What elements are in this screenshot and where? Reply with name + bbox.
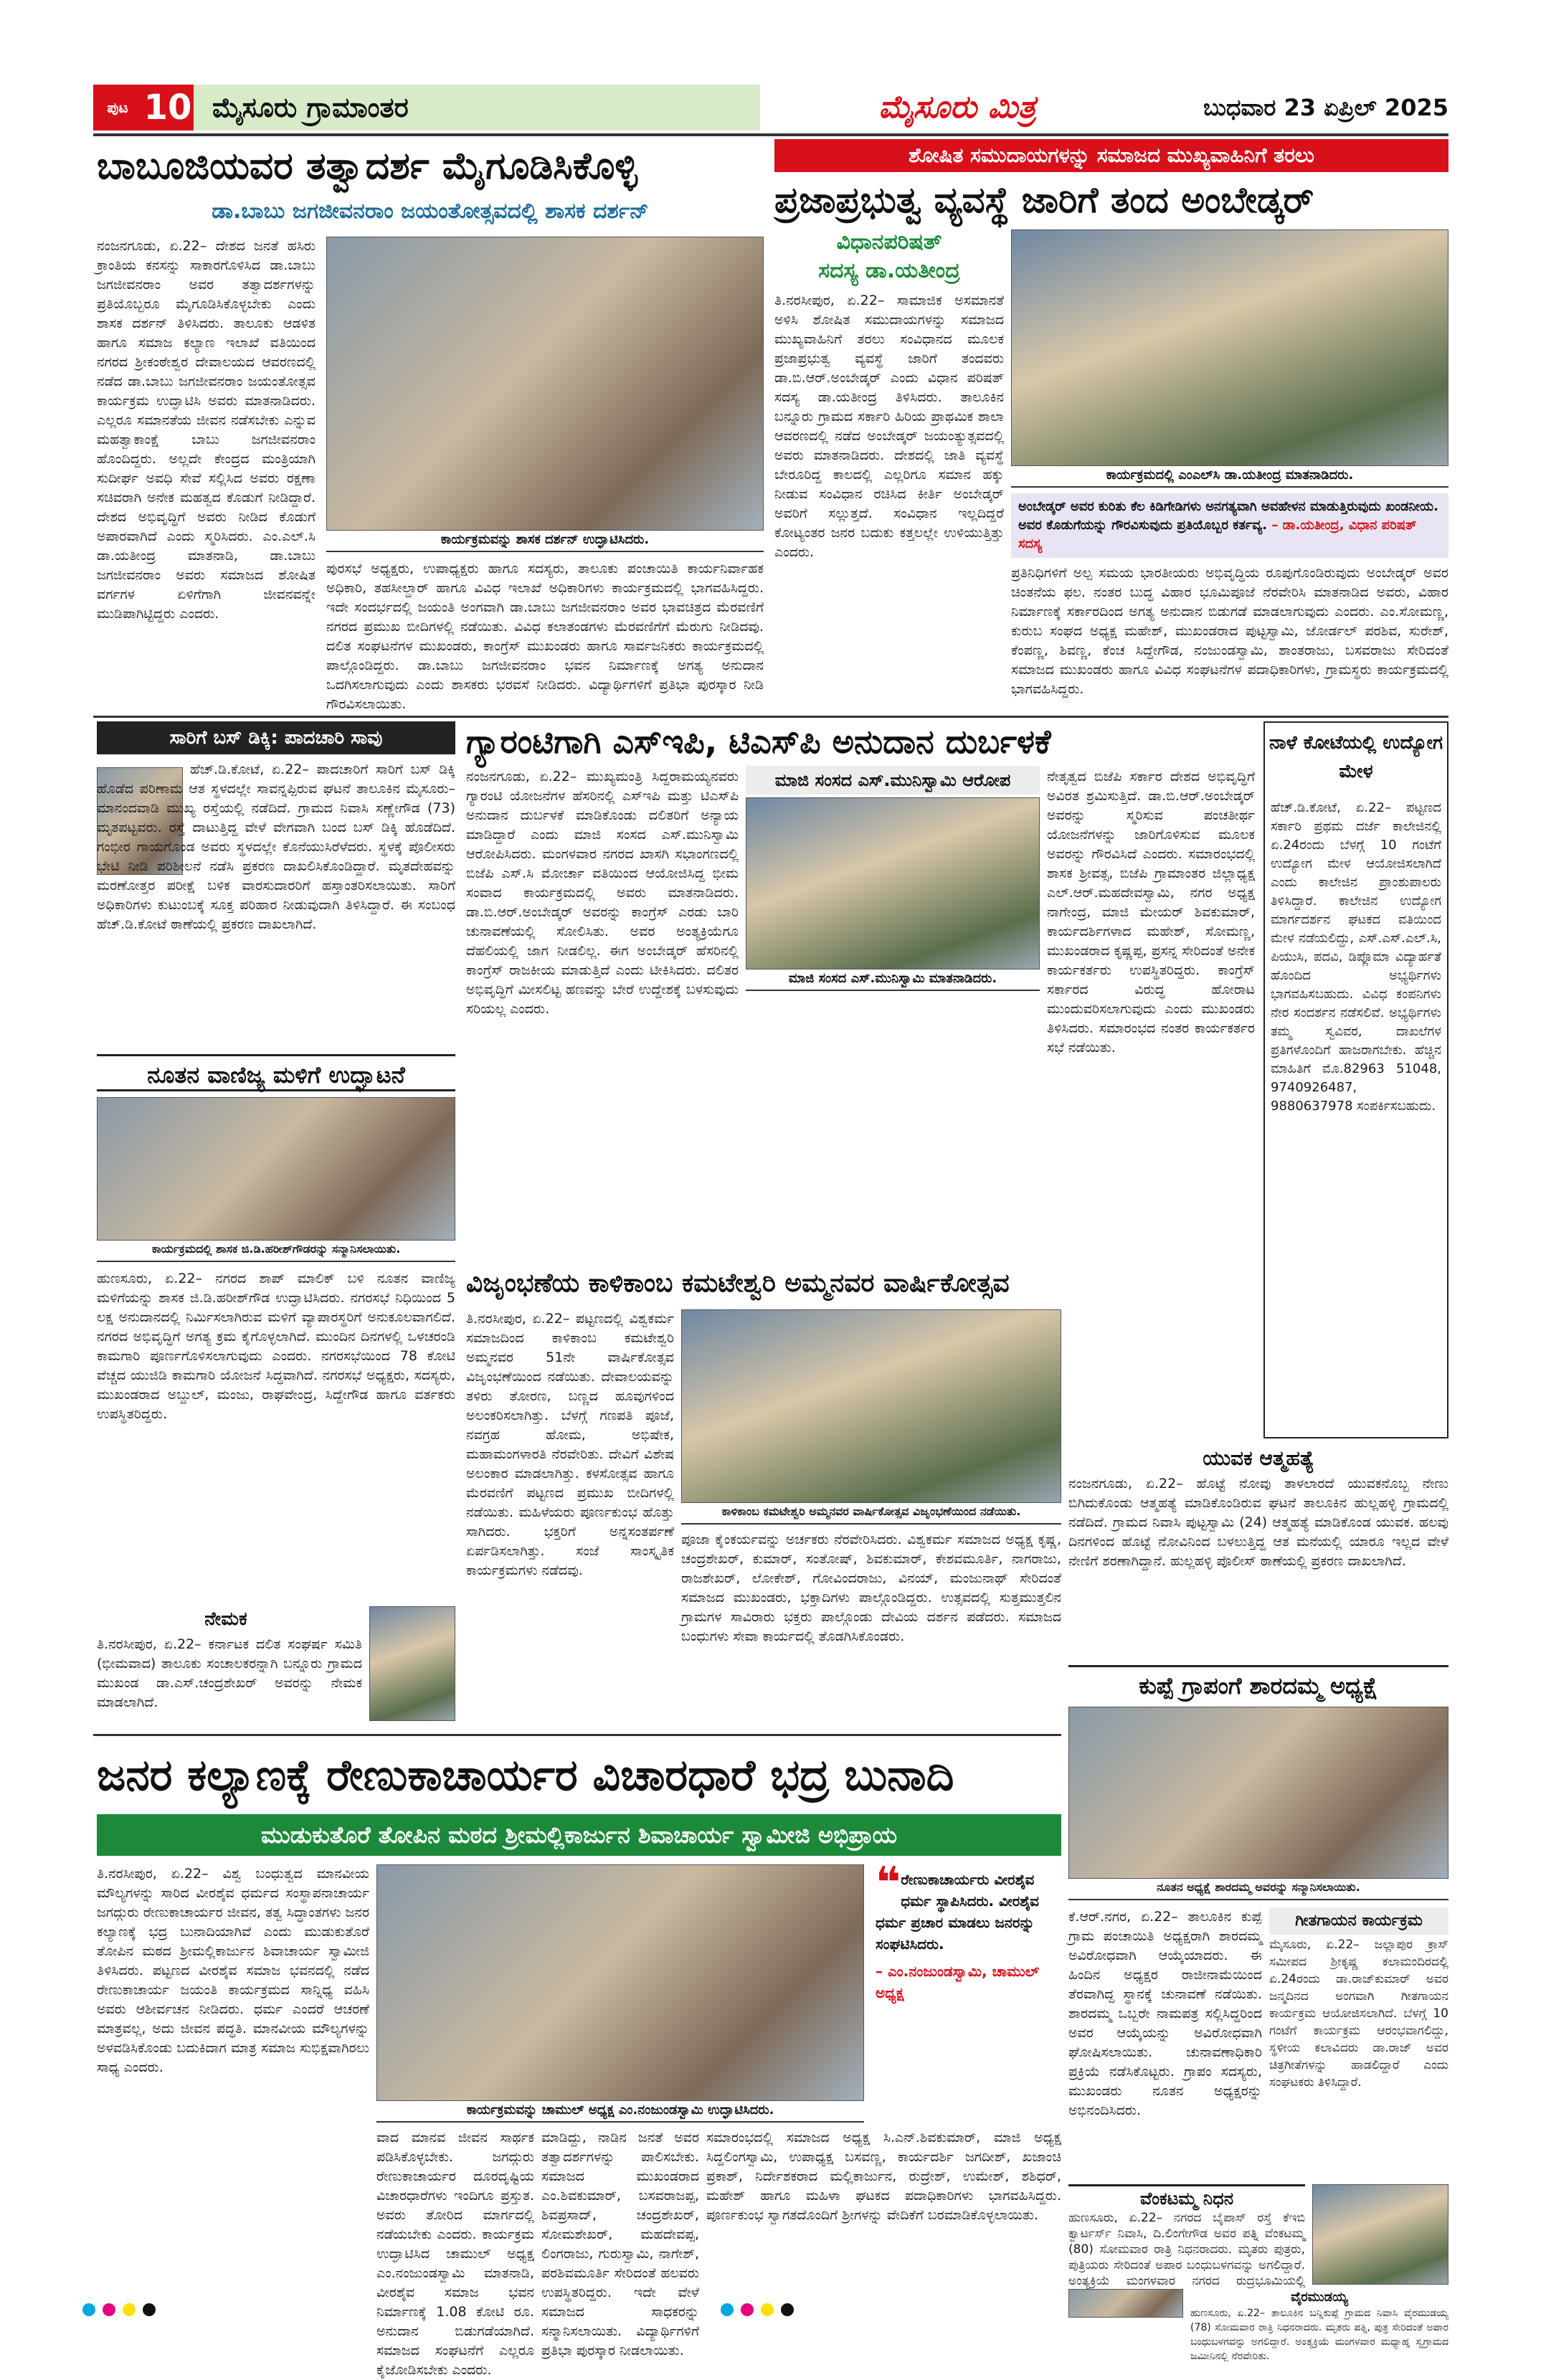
story2-headline: ಪ್ರಜಾಪ್ರಭುತ್ವ ವ್ಯವಸ್ಥೆ ಜಾರಿಗೆ ತಂದ ಅಂಬೇಡ್ಕರ್ xyxy=(774,179,1314,221)
paper-name: ಮೈಸೂರು ಮಿತ್ರ xyxy=(878,89,1036,125)
story11-quote-text: ರೇಣುಕಾಚಾರ್ಯರು ವೀರಶೈವ ಧರ್ಮ ಸ್ಥಾಪಿಸಿದರು. ವೀರಶೈವ ಧರ್ಮ ಪ್ರಚಾರ ಮಾಡಲು ಜನರನ್ನು ಸಂಘಟಿಸಿದರು. xyxy=(876,1871,1039,1953)
story14-headline: ವೈರಮುಡಯ್ಯ xyxy=(1291,2290,1348,2305)
story12-text: ಮೈಸೂರು, ಏ.22– ಜಲ್ಲಾಪುರ ಕ್ರಾಸ್ ಸಮೀಪದ ಶ್ರೀಕೃಷ್ಣ ಕಲಾಮಂದಿರದಲ್ಲಿ ಏ.24ರಂದು ಡಾ.ರಾಜ್‌ಕುಮಾರ್ ಅವರ ಜನ್ಮದಿನದ ಅಂಗವಾಗಿ ಗೀತಗಾಯನ ಕಾರ್ಯಕ್ರಮ ಆಯೋಜಿಸಲಾಗಿದೆ. ಬೆಳಗ್ಗೆ 10 ಗಂಟೆಗೆ ಕಾರ್ಯಕ್ರಮ ಆರಂಭವಾಗಲಿದ್ದು, ಸ್ಥಳೀಯ ಕಲಾವಿದರು ಡಾ.ರಾಜ್ ಅವರ ಚಿತ್ರಗೀತೆಗಳನ್ನು ಹಾಡಲಿದ್ದಾರೆ ಎಂದು ಸಂಘಟಕರು ತಿಳಿಸಿದ್ದಾರೆ. xyxy=(1269,1938,1448,2090)
story2-kicker: ಶೋಷಿತ ಸಮುದಾಯಗಳನ್ನು ಸಮಾಜದ ಮುಖ್ಯವಾಹಿನಿಗೆ ತರಲು xyxy=(774,139,1448,172)
story1-col1: ನಂಜನಗೂಡು, ಏ.22– ದೇಶದ ಜನತೆ ಹಸಿರು ಕ್ರಾಂತಿಯ ಕನಸನ್ನು ಸಾಕಾರಗೊಳಿಸಿದ ಡಾ.ಬಾಬು ಜಗಜೀವನರಾಂ ಅವರ ತತ್ವಾದರ್ಶಗಳನ್ನು ಪ್ರತಿಯೊಬ್ಬರೂ ಮೈಗೂಡಿಸಿಕೊಳ್ಳಬೇಕು ಎಂದು ಶಾಸಕ ದರ್ಶನ್ ತಿಳಿಸಿದರು. ತಾಲೂಕು ಆಡಳಿತ ಹಾಗೂ ಸಮಾಜ ಕಲ್ಯಾಣ ಇಲಾಖೆ ವತಿಯಿಂದ ನಗರದ ಶ್ರೀಕಂಠೇಶ್ವರ ದೇವಾಲಯದ ಆವರಣದಲ್ಲಿ ನಡೆದ ಡಾ.ಬಾಬು ಜಗಜೀವನರಾಂ ಜಯಂತೋತ್ಸವ ಕಾರ್ಯಕ್ರಮ ಉದ್ಘಾಟಿಸಿ ಅವರು ಮಾತನಾಡಿದರು. ಎಲ್ಲರೂ ಸಮಾನತೆಯ ಜೀವನ ನಡೆಸಬೇಕು ಎನ್ನುವ ಮಹತ್ವಾಕಾಂಕ್ಷೆ ಬಾಬು ಜಗಜೀವನರಾಂ ಹೊಂದಿದ್ದರು. ಅಲ್ಲದೇ ಕೇಂದ್ರದ ಮಂತ್ರಿಯಾಗಿ ಸುದೀರ್ಘ ಅವಧಿ ಸೇವೆ ಸಲ್ಲಿಸಿದ ಅವರು ರಕ್ಷಣಾ ಸಚಿವರಾಗಿ ಅನೇಕ ಮಹತ್ವದ ಕೊಡುಗೆ ನೀಡಿದ್ದಾರೆ. ದೇಶದ ಅಭಿವೃದ್ಧಿಗೆ ಅವರು ನೀಡಿದ ಕೊಡುಗೆ ಅಪಾರವಾಗಿದೆ ಎಂದು ಸ್ಮರಿಸಿದರು. ಎಂ.ಎಲ್.ಸಿ ಡಾ.ಯತೀಂದ್ರ ಮಾತನಾಡಿ, ಡಾ.ಬಾಬು ಜಗಜೀವನರಾಂ ಅವರು ಸಮಾಜದ ಶೋಷಿತ ವರ್ಗಗಳ ಏಳಿಗೆಗಾಗಿ ಜೀವನವನ್ನೇ ಮುಡಿಪಾಗಿಟ್ಟಿದ್ದರು ಎಂದರು. xyxy=(97,238,316,622)
story12-headline: ಗೀತಗಾಯನ ಕಾರ್ಯಕ್ರಮ xyxy=(1269,1907,1448,1935)
story2-col2: ಪ್ರತಿನಿಧಿಗಳಿಗೆ ಅಲ್ಪ ಸಮಯ ಭಾರತೀಯರು ಅಭಿವೃದ್ಧಿಯ ರೂಪುಗೊಂಡಿರುವುದು ಅಂಬೇಡ್ಕರ್ ಅವರ ಚಿಂತನೆಯ ಫಲ. ನಂತರ ಬುದ್ಧ ವಿಹಾರ ಭೂಮಿಪೂಜೆ ನೆರವೇರಿಸಿ ಮಾತನಾಡಿದ ಅವರು, ವಿಹಾರ ನಿರ್ಮಾಣಕ್ಕೆ ಸರ್ಕಾರದಿಂದ ಅಗತ್ಯ ಅನುದಾನ ಬಿಡುಗಡೆ ಮಾಡಲಾಗುವುದು ಎಂದರು. ಎಂ.ಸೋಮಣ್ಣ, ಕುರುಬ ಸಂಘದ ಅಧ್ಯಕ್ಷ ಮಹೇಶ್, ಮುಖಂಡರಾದ ಪುಟ್ಟಸ್ವಾಮಿ, ಜೋರ್ಡಲ್ ಪರಶಿವ, ಸುರೇಶ್, ಕೆಂಪಣ್ಣ, ಶಿವಣ್ಣ, ಕೆಂಚ ಸಿದ್ದೇಗೌಡ, ನಂಜುಂಡಸ್ವಾಮಿ, ಶಾಂತರಾಜು, ಬಸವರಾಜು ಸೇರಿದಂತೆ ಸಮಾಜದ ಮುಖಂಡರು ಹಾಗೂ ವಿವಿಧ ಸಂಘಟನೆಗಳ ಪದಾಧಿಕಾರಿಗಳು, ಗ್ರಾಮಸ್ಥರು ಕಾರ್ಯಕ್ರಮದಲ್ಲಿ ಭಾಗವಹಿಸಿದ್ದರು. xyxy=(1011,565,1448,697)
story4-photo xyxy=(746,797,1040,969)
divider-2 xyxy=(93,1734,1061,1736)
story2-photo-caption: ಕಾರ್ಯಕ್ರಮದಲ್ಲಿ ಎಂಎಲ್‌ಸಿ ಡಾ.ಯತೀಂದ್ರ ಮಾತನಾಡಿದರು. xyxy=(1011,468,1448,488)
page-label: ಪುಟ xyxy=(93,85,142,131)
story14-portrait xyxy=(1068,2289,1183,2318)
story8-headline: ವಿಜೃಂಭಣೆಯ ಕಾಳಿಕಾಂಬ ಕಮಟೇಶ್ವರಿ ಅಮ್ಮನವರ ವಾರ್ಷಿಕೋತ್ಸವ xyxy=(466,1269,1010,1298)
story13-text: ಹುಣಸೂರು, ಏ.22– ನಗರದ ಬೈಪಾಸ್ ರಸ್ತೆ ಕೆಇಬಿ ಕ್ವಾರ್ಟರ್ಸ್ ನಿವಾಸಿ, ದಿ.ಲಿಂಗೇಗೌಡ ಅವರ ಪತ್ನಿ ವೆಂಕಟಮ್ಮ (80) ಸೋಮವಾರ ರಾತ್ರಿ ನಿಧನರಾದರು. ಮೃತರು ಪುತ್ರರು, ಪುತ್ರಿಯರು ಸೇರಿದಂತೆ ಅಪಾರ ಬಂಧುಬಳಗವನ್ನು ಅಗಲಿದ್ದಾರೆ. ಅಂತ್ಯಕ್ರಿಯೆ ಮಂಗಳವಾರ ನಗರದ ರುದ್ರಭೂಮಿಯಲ್ಲಿ xyxy=(1068,2211,1305,2288)
story11-col4: ಸಮಾರಂಭದಲ್ಲಿ ಸಮಾಜದ ಅಧ್ಯಕ್ಷ ಸಿ.ಎನ್.ಶಿವಕುಮಾರ್, ಮಾಜಿ ಅಧ್ಯಕ್ಷ ಸಿದ್ದಲಿಂಗಸ್ವಾಮಿ, ಉಪಾಧ್ಯಕ್ಷ ಬಸವಣ್ಣ, ಕಾರ್ಯದರ್ಶಿ ಜಗದೀಶ್, ಖಜಾಂಚಿ ಪ್ರಕಾಶ್, ನಿರ್ದೇಶಕರಾದ ಮಲ್ಲಿಕಾರ್ಜುನ, ರುದ್ರೇಶ್, ಉಮೇಶ್, ಶಶಿಧರ್, ಮಹೇಶ್ ಹಾಗೂ ಮಹಿಳಾ ಘಟಕದ ಪದಾಧಿಕಾರಿಗಳು ಭಾಗವಹಿಸಿದ್ದರು. ಪೂರ್ಣಕುಂಭ ಸ್ವಾಗತದೊಂದಿಗೆ ಶ್ರೀಗಳನ್ನು ವೇದಿಕೆಗೆ ಬರಮಾಡಿಕೊಳ್ಳಲಾಯಿತು. xyxy=(706,2130,1061,2223)
story2-byline-1: ವಿಧಾನಪರಿಷತ್ xyxy=(836,229,942,255)
story2-photo xyxy=(1011,229,1448,466)
story13-headline: ವೆಂಕಟಮ್ಮ ನಿಧನ xyxy=(1068,2184,1305,2209)
story6-photo xyxy=(97,1097,455,1241)
story11-col1: ತಿ.ನರಸೀಪುರ, ಏ.22– ವಿಶ್ವ ಬಂಧುತ್ವದ ಮಾನವೀಯ ಮೌಲ್ಯಗಳನ್ನು ಸಾರಿದ ವೀರಶೈವ ಧರ್ಮದ ಸಂಸ್ಥಾಪನಾಚಾರ್ಯ ಜಗದ್ಗುರು ರೇಣುಕಾಚಾರ್ಯರ ಜೀವನ, ತತ್ವ ಸಿದ್ಧಾಂತಗಳು ಜನರ ಕಲ್ಯಾಣಕ್ಕೆ ಭದ್ರ ಬುನಾದಿಯಾಗಿವೆ ಎಂದು ಮುಡುಕುತೊರೆ ತೋಪಿನ ಮಠದ ಶ್ರೀಮಲ್ಲಿಕಾರ್ಜುನ ಶಿವಾಚಾರ್ಯ ಸ್ವಾಮೀಜಿ ತಿಳಿಸಿದರು. ಪಟ್ಟಣದ ವೀರಶೈವ ಸಮಾಜ ಭವನದಲ್ಲಿ ನಡೆದ ರೇಣುಕಾಚಾರ್ಯ ಜಯಂತಿ ಕಾರ್ಯಕ್ರಮದ ಸಾನ್ನಿಧ್ಯ ವಹಿಸಿ ಅವರು ಆಶೀರ್ವಚನ ನೀಡಿದರು. ಧರ್ಮ ಎಂದರೆ ಆಚರಣೆ ಮಾತ್ರವಲ್ಲ, ಅದು ಜೀವನ ಪದ್ಧತಿ. ಮಾನವೀಯ ಮೌಲ್ಯಗಳನ್ನು ಅಳವಡಿಸಿಕೊಂಡು ಬದುಕಿದಾಗ ಮಾತ್ರ ಸಮಾಜ ಸುಭಿಕ್ಷವಾಗಿರಲು ಸಾಧ್ಯ ಎಂದರು. xyxy=(97,1866,369,2075)
story11-subhead: ಮುಡುಕುತೊರೆ ತೋಪಿನ ಮಠದ ಶ್ರೀಮಲ್ಲಿಕಾರ್ಜುನ ಶಿವಾಚಾರ್ಯ ಸ್ವಾಮೀಜಿ ಅಭಿಪ್ರಾಯ xyxy=(97,1814,1061,1856)
story11-photo xyxy=(376,1864,864,2101)
story11-headline: ಜನರ ಕಲ್ಯಾಣಕ್ಕೆ ರೇಣುಕಾಚಾರ್ಯರ ವಿಚಾರಧಾರೆ ಭದ್ರ ಬುನಾದಿ xyxy=(97,1750,954,1801)
story8-photo-caption: ಕಾಳಿಕಾಂಬ ಕಮಟೇಶ್ವರಿ ಅಮ್ಮನವರ ವಾರ್ಷಿಕೋತ್ಸವ ವಿಜೃಂಭಣೆಯಿಂದ ನಡೆಯಿತು. xyxy=(681,1504,1061,1525)
story13-portrait xyxy=(1312,2184,1448,2285)
story1-photo xyxy=(326,237,764,531)
story9-text: ನಂಜನಗೂಡು, ಏ.22– ಹೊಟ್ಟೆ ನೋವು ತಾಳಲಾರದೆ ಯುವಕನೊಬ್ಬ ನೇಣು ಬಿಗಿದುಕೊಂಡು ಆತ್ಮಹತ್ಯೆ ಮಾಡಿಕೊಂಡಿರುವ ಘಟನೆ ತಾಲೂಕಿನ ಹುಲ್ಲಹಳ್ಳಿ ಗ್ರಾಮದಲ್ಲಿ ನಡೆದಿದೆ. ಗ್ರಾಮದ ನಿವಾಸಿ ಪುಟ್ಟಸ್ವಾಮಿ (24) ಆತ್ಮಹತ್ಯೆ ಮಾಡಿಕೊಂಡ ಯುವಕ. ಹಲವು ದಿನಗಳಿಂದ ಹೊಟ್ಟೆ ನೋವಿನಿಂದ ಬಳಲುತ್ತಿದ್ದ ಆತ ಮನೆಯಲ್ಲಿ ಯಾರೂ ಇಲ್ಲದ ವೇಳೆ ನೇಣಿಗೆ ಶರಣಾಗಿದ್ದಾನೆ. ಹುಲ್ಲಹಳ್ಳಿ ಪೊಲೀಸ್ ಠಾಣೆಯಲ್ಲಿ ಪ್ರಕರಣ ದಾಖಲಾಗಿದೆ. xyxy=(1068,1476,1448,1569)
story2-pull-quote xyxy=(1011,493,1448,558)
registration-dots-left xyxy=(79,2303,222,2320)
story5-text: ಹೆಚ್.ಡಿ.ಕೋಟೆ, ಏ.22– ಪಟ್ಟಣದ ಸರ್ಕಾರಿ ಪ್ರಥಮ ದರ್ಜೆ ಕಾಲೇಜಿನಲ್ಲಿ ಏ.24ರಂದು ಬೆಳಗ್ಗೆ 10 ಗಂಟೆಗೆ ಉದ್ಯೋಗ ಮೇಳ ಆಯೋಜಿಸಲಾಗಿದೆ ಎಂದು ಕಾಲೇಜಿನ ಪ್ರಾಂಶುಪಾಲರು ತಿಳಿಸಿದ್ದಾರೆ. ಕಾಲೇಜಿನ ಉದ್ಯೋಗ ಮಾರ್ಗದರ್ಶನ ಘಟಕದ ವತಿಯಿಂದ ಮೇಳ ನಡೆಯಲಿದ್ದು, ಎಸ್.ಎಸ್.ಎಲ್.ಸಿ, ಪಿಯುಸಿ, ಪದವಿ, ಡಿಪ್ಲೊಮಾ ವಿದ್ಯಾರ್ಹತೆ ಹೊಂದಿದ ಅಭ್ಯರ್ಥಿಗಳು ಭಾಗವಹಿಸಬಹುದು. ವಿವಿಧ ಕಂಪನಿಗಳು ನೇರ ಸಂದರ್ಶನ ನಡೆಸಲಿವೆ. ಅಭ್ಯರ್ಥಿಗಳು ತಮ್ಮ ಸ್ವವಿವರ, ದಾಖಲೆಗಳ ಪ್ರತಿಗಳೊಂದಿಗೆ ಹಾಜರಾಗಬೇಕು. ಹೆಚ್ಚಿನ ಮಾಹಿತಿಗೆ ಮೊ.82963 51048, 9740926487, 9880637978 ಸಂಪರ್ಕಿಸಬಹುದು. xyxy=(1271,800,1441,1114)
section-title: ಮೈಸೂರು ಗ್ರಾಮಾಂತರ xyxy=(194,85,760,131)
story7-text: ತಿ.ನರಸೀಪುರ, ಏ.22– ಕರ್ನಾಟಕ ದಲಿತ ಸಂಘರ್ಷ ಸಮಿತಿ (ಭೀಮವಾದ) ತಾಲೂಕು ಸಂಚಾಲಕರನ್ನಾಗಿ ಬನ್ನೂರು ಗ್ರಾಮದ ಮುಖಂಡ ಡಾ.ಎಸ್.ಚಂದ್ರಶೇಖರ್ ಅವರನ್ನು ನೇಮಕ ಮಾಡಲಾಗಿದೆ. xyxy=(97,1636,362,1710)
story4-col1: ನಂಜನಗೂಡು, ಏ.22– ಮುಖ್ಯಮಂತ್ರಿ ಸಿದ್ದರಾಮಯ್ಯನವರು ಗ್ಯಾರಂಟಿ ಯೋಜನೆಗಳ ಹೆಸರಿನಲ್ಲಿ ಎಸ್‌ಇಪಿ ಮತ್ತು ಟಿಎಸ್‌ಪಿ ಅನುದಾನ ದುರ್ಬಳಕೆ ಮಾಡಿಕೊಂಡು ದಲಿತರಿಗೆ ಅನ್ಯಾಯ ಮಾಡಿದ್ದಾರೆ ಎಂದು ಮಾಜಿ ಸಂಸದ ಎಸ್.ಮುನಿಸ್ವಾಮಿ ಆರೋಪಿಸಿದರು. ಮಂಗಳವಾರ ನಗರದ ಖಾಸಗಿ ಸಭಾಂಗಣದಲ್ಲಿ ಬಿಜೆಪಿ ಎಸ್.ಸಿ ಮೋರ್ಚಾ ವತಿಯಿಂದ ಆಯೋಜಿಸಿದ್ದ ಭೀಮ ಸಂವಾದ ಕಾರ್ಯಕ್ರಮದಲ್ಲಿ ಅವರು ಮಾತನಾಡಿದರು. ಡಾ.ಬಿ.ಆರ್.ಅಂಬೇಡ್ಕರ್ ಅವರನ್ನು ಕಾಂಗ್ರೆಸ್ ಎರಡು ಬಾರಿ ಚುನಾವಣೆಯಲ್ಲಿ ಸೋಲಿಸಿತು. ಅವರ ಅಂತ್ಯಕ್ರಿಯೆಗೂ ದೆಹಲಿಯಲ್ಲಿ ಜಾಗ ನೀಡಲಿಲ್ಲ. ಈಗ ಅಂಬೇಡ್ಕರ್ ಹೆಸರಿನಲ್ಲಿ ಕಾಂಗ್ರೆಸ್ ರಾಜಕೀಯ ಮಾಡುತ್ತಿದೆ ಎಂದು ಟೀಕಿಸಿದರು. ದಲಿತರ ಅಭಿವೃದ್ಧಿಗೆ ಮೀಸಲಿಟ್ಟ ಹಣವನ್ನು ಬೇರೆ ಉದ್ದೇಶಕ್ಕೆ ಬಳಸುವುದು ಸರಿಯಲ್ಲ ಎಂದರು. xyxy=(466,769,739,1017)
story1-headline: ಬಾಬೂಜಿಯವರ ತತ್ವಾದರ್ಶ ಮೈಗೂಡಿಸಿಕೊಳ್ಳಿ xyxy=(97,145,638,188)
story4-subhead: ಮಾಜಿ ಸಂಸದ ಎಸ್.ಮುನಿಸ್ವಾಮಿ ಆರೋಪ xyxy=(746,766,1040,795)
story7-portrait xyxy=(369,1606,455,1721)
page-number: 10 xyxy=(142,85,194,131)
story7-headline: ನೇಮಕ xyxy=(204,1608,247,1630)
story6-text: ಹುಣಸೂರು, ಏ.22– ನಗರದ ಶಾಪ್ ಮಾಲಿಕ್ ಬಳಿ ನೂತನ ವಾಣಿಜ್ಯ ಮಳಿಗೆಯನ್ನು ಶಾಸಕ ಜಿ.ಡಿ.ಹರೀಶ್‌ಗೌಡ ಉದ್ಘಾಟಿಸಿದರು. ನಗರಸಭೆ ನಿಧಿಯಿಂದ 5 ಲಕ್ಷ ಅನುದಾನದಲ್ಲಿ ನಿರ್ಮಿಸಲಾಗಿರುವ ಮಳಿಗೆ ವ್ಯಾಪಾರಸ್ಥರಿಗೆ ಅನುಕೂಲವಾಗಲಿದೆ. ನಗರದ ಅಭಿವೃದ್ಧಿಗೆ ಅಗತ್ಯ ಕ್ರಮ ಕೈಗೊಳ್ಳಲಾಗಿದೆ. ಮುಂದಿನ ದಿನಗಳಲ್ಲಿ ಒಳಚರಂಡಿ ಕಾಮಗಾರಿ ಪೂರ್ಣಗೊಳಿಸಲಾಗುವುದು ಎಂದರು. ನಗರಸಭೆಯಿಂದ 78 ಕೋಟಿ ವೆಚ್ಚದ ಯುಜಿಡಿ ಕಾಮಗಾರಿ ಯೋಜನೆ ಸಿದ್ಧವಾಗಿದೆ. ನಗರಸಭೆ ಅಧ್ಯಕ್ಷರು, ಸದಸ್ಯರು, ಮುಖಂಡರಾದ ಅಬ್ದುಲ್, ಮಂಜು, ರಾಘವೇಂದ್ರ, ಸಿದ್ದೇಗೌಡ ಹಾಗೂ ವರ್ತಕರು ಉಪಸ್ಥಿತರಿದ್ದರು. xyxy=(97,1271,455,1422)
story11-col2: ವಾದ ಮಾನವ ಜೀವನ ಸಾರ್ಥಕ ಪಡಿಸಿಕೊಳ್ಳಬೇಕು. ಜಗದ್ಗುರು ರೇಣುಕಾಚಾರ್ಯರ ದೂರದೃಷ್ಟಿಯ ವಿಚಾರಧಾರೆಗಳು ಇಂದಿಗೂ ಪ್ರಸ್ತುತ. ಅವರು ತೋರಿದ ಮಾರ್ಗದಲ್ಲಿ ನಡೆಯಬೇಕು ಎಂದರು. ಕಾರ್ಯಕ್ರಮ ಉದ್ಘಾಟಿಸಿದ ಚಾಮುಲ್ ಅಧ್ಯಕ್ಷ ಎಂ.ನಂಜುಂಡಸ್ವಾಮಿ ಮಾತನಾಡಿ, ವೀರಶೈವ ಸಮಾಜ ಭವನ ನಿರ್ಮಾಣಕ್ಕೆ 1.08 ಕೋಟಿ ರೂ. ಅನುದಾನ ಬಿಡುಗಡೆಯಾಗಿದೆ. ಸಮಾಜದ ಸಂಘಟನೆಗೆ ಎಲ್ಲರೂ ಕೈಜೋಡಿಸಬೇಕು ಎಂದರು. xyxy=(376,2130,534,2378)
story11-quote-box xyxy=(871,1858,1061,2101)
story10-headline: ಕುಪ್ಪೆ ಗ್ರಾಪಂಗೆ ಶಾರದಮ್ಮ ಅಧ್ಯಕ್ಷೆ xyxy=(1068,1665,1448,1702)
story3-text: ಹೆಚ್.ಡಿ.ಕೋಟೆ, ಏ.22– ಪಾದಚಾರಿಗೆ ಸಾರಿಗೆ ಬಸ್ ಡಿಕ್ಕಿ ಹೊಡೆದ ಪರಿಣಾಮ ಆತ ಸ್ಥಳದಲ್ಲೇ ಸಾವನ್ನಪ್ಪಿರುವ ಘಟನೆ ತಾಲೂಕಿನ ಮೈಸೂರು–ಮಾನಂದವಾಡಿ ಮುಖ್ಯ ರಸ್ತೆಯಲ್ಲಿ ನಡೆದಿದೆ. ಗ್ರಾಮದ ನಿವಾಸಿ ಸಣ್ಣೇಗೌಡ (73) ಮೃತಪಟ್ಟವರು. ರಸ್ತೆ ದಾಟುತ್ತಿದ್ದ ವೇಳೆ ವೇಗವಾಗಿ ಬಂದ ಬಸ್ ಡಿಕ್ಕಿ ಹೊಡೆದಿದೆ. ಗಂಭೀರ ಗಾಯಗೊಂಡ ಅವರು ಸ್ಥಳದಲ್ಲೇ ಕೊನೆಯುಸಿರೆಳೆದರು. ಸ್ಥಳಕ್ಕೆ ಪೊಲೀಸರು ಭೇಟಿ ನೀಡಿ ಪರಿಶೀಲನೆ ನಡೆಸಿ ಪ್ರಕರಣ ದಾಖಲಿಸಿಕೊಂಡಿದ್ದಾರೆ. ಮೃತದೇಹವನ್ನು ಮರಣೋತ್ತರ ಪರೀಕ್ಷೆ ಬಳಿಕ ವಾರಸುದಾರರಿಗೆ ಹಸ್ತಾಂತರಿಸಲಾಯಿತು. ಸಾರಿಗೆ ಅಧಿಕಾರಿಗಳು ಕುಟುಂಬಕ್ಕೆ ಸೂಕ್ತ ಪರಿಹಾರ ನೀಡುವುದಾಗಿ ತಿಳಿಸಿದ್ದಾರೆ. ಈ ಸಂಬಂಧ ಹೆಚ್.ಡಿ.ಕೋಟೆ ಠಾಣೆಯಲ್ಲಿ ಪ್ರಕರಣ ದಾಖಲಾಗಿದೆ. xyxy=(97,762,455,932)
story1-photo-caption: ಕಾರ್ಯಕ್ರಮವನ್ನು ಶಾಸಕ ದರ್ಶನ್ ಉದ್ಘಾಟಿಸಿದರು. xyxy=(326,532,764,552)
story11-photo-caption: ಕಾರ್ಯಕ್ರಮವನ್ನು ಚಾಮುಲ್ ಅಧ್ಯಕ್ಷ ಎಂ.ನಂಜುಂಡಸ್ವಾಮಿ ಉದ್ಘಾಟಿಸಿದರು. xyxy=(376,2102,864,2123)
story5-box xyxy=(1263,721,1448,1438)
story2-quote-text: ಅಂಬೇಡ್ಕರ್ ಅವರ ಕುರಿತು ಕೆಲ ಕಿಡಿಗೇಡಿಗಳು ಅನಗತ್ಯವಾಗಿ ಅವಹೇಳನ ಮಾಡುತ್ತಿರುವುದು ಖಂಡನೀಯ. ಅವರ ಕೊಡುಗೆಯನ್ನು ಗೌರವಿಸುವುದು ಪ್ರತಿಯೊಬ್ಬರ ಕರ್ತವ್ಯ. xyxy=(1018,499,1438,533)
story4-headline: ಗ್ಯಾರಂಟಿಗಾಗಿ ಎಸ್‌ಇಪಿ, ಟಿಎಸ್‌ಪಿ ಅನುದಾನ ದುರ್ಬಳಕೆ xyxy=(466,722,1051,761)
story10-photo-caption: ನೂತನ ಅಧ್ಯಕ್ಷೆ ಶಾರದಮ್ಮ ಅವರನ್ನು ಸನ್ಮಾನಿಸಲಾಯಿತು. xyxy=(1068,1880,1448,1900)
story6-headline: ನೂತನ ವಾಣಿಜ್ಯ ಮಳಿಗೆ ಉದ್ಘಾಟನೆ xyxy=(97,1054,455,1091)
story1-col2: ಪುರಸಭೆ ಅಧ್ಯಕ್ಷರು, ಉಪಾಧ್ಯಕ್ಷರು ಹಾಗೂ ಸದಸ್ಯರು, ತಾಲೂಕು ಪಂಚಾಯಿತಿ ಕಾರ್ಯನಿರ್ವಾಹಕ ಅಧಿಕಾರಿ, ತಹಸೀಲ್ದಾರ್ ಹಾಗೂ ವಿವಿಧ ಇಲಾಖೆ ಅಧಿಕಾರಿಗಳು ಕಾರ್ಯಕ್ರಮದಲ್ಲಿ ಭಾಗವಹಿಸಿದ್ದರು. ಇದೇ ಸಂದರ್ಭದಲ್ಲಿ ಜಯಂತಿ ಅಂಗವಾಗಿ ಡಾ.ಬಾಬು ಜಗಜೀವನರಾಂ ಅವರ ಭಾವಚಿತ್ರದ ಮೆರವಣಿಗೆ ನಗರದ ಪ್ರಮುಖ ಬೀದಿಗಳಲ್ಲಿ ನಡೆಯಿತು. ವಿವಿಧ ಕಲಾತಂಡಗಳು ಮೆರವಣಿಗೆಗೆ ಮೆರುಗು ನೀಡಿದವು. ದಲಿತ ಸಂಘಟನೆಗಳ ಮುಖಂಡರು, ಕಾಂಗ್ರೆಸ್ ಮುಖಂಡರು ಹಾಗೂ ಸಾರ್ವಜನಿಕರು ಕಾರ್ಯಕ್ರಮದಲ್ಲಿ ಪಾಲ್ಗೊಂಡಿದ್ದರು. ಡಾ.ಬಾಬು ಜಗಜೀವನರಾಂ ಭವನ ನಿರ್ಮಾಣಕ್ಕೆ ಅಗತ್ಯ ಅನುದಾನ ಒದಗಿಸಲಾಗುವುದು ಎಂದು ಶಾಸಕರು ಭರವಸೆ ನೀಡಿದರು. ವಿದ್ಯಾರ್ಥಿಗಳಿಗೆ ಪ್ರತಿಭಾ ಪುರಸ್ಕಾರ ನೀಡಿ ಗೌರವಿಸಲಾಯಿತು. xyxy=(326,561,764,712)
story11-quote-attr: – ಎಂ.ನಂಜುಂಡಸ್ವಾಮಿ, ಚಾಮುಲ್ ಅಧ್ಯಕ್ಷ xyxy=(876,1963,1040,2001)
story8-col2: ಪೂಜಾ ಕೈಂಕರ್ಯವನ್ನು ಅರ್ಚಕರು ನೆರವೇರಿಸಿದರು. ವಿಶ್ವಕರ್ಮ ಸಮಾಜದ ಅಧ್ಯಕ್ಷ ಕೃಷ್ಣ, ಚಂದ್ರಶೇಖರ್, ಕುಮಾರ್, ಸಂತೋಷ್, ಶಿವಕುಮಾರ್, ಕೇಶವಮೂರ್ತಿ, ನಾಗರಾಜು, ರಾಜಶೇಖರ್, ಲೋಕೇಶ್, ಗೋವಿಂದರಾಜು, ವಿನಯ್, ಮಂಜುನಾಥ್ ಸೇರಿದಂತೆ ಸಮಾಜದ ಮುಖಂಡರು, ಭಕ್ತಾದಿಗಳು ಪಾಲ್ಗೊಂಡಿದ್ದರು. ಉತ್ಸವದಲ್ಲಿ ಸುತ್ತಮುತ್ತಲಿನ ಗ್ರಾಮಗಳ ಸಾವಿರಾರು ಭಕ್ತರು ಪಾಲ್ಗೊಂಡು ದೇವಿಯ ದರ್ಶನ ಪಡೆದರು. ಸಮಾಜದ ಬಂಧುಗಳು ಸೇವಾ ಕಾರ್ಯದಲ್ಲಿ ತೊಡಗಿಸಿಕೊಂಡರು. xyxy=(681,1532,1061,1644)
story6-photo-caption: ಕಾರ್ಯಕ್ರಮದಲ್ಲಿ ಶಾಸಕ ಜಿ.ಡಿ.ಹರೀಶ್‌ಗೌಡರನ್ನು ಸನ್ಮಾನಿಸಲಾಯಿತು. xyxy=(97,1242,455,1262)
masthead xyxy=(93,85,1448,131)
story8-col1: ತಿ.ನರಸೀಪುರ, ಏ.22– ಪಟ್ಟಣದಲ್ಲಿ ವಿಶ್ವಕರ್ಮ ಸಮಾಜದಿಂದ ಕಾಳಿಕಾಂಬ ಕಮಟೇಶ್ವರಿ ಅಮ್ಮನವರ 51ನೇ ವಾರ್ಷಿಕೋತ್ಸವ ವಿಜೃಂಭಣೆಯಿಂದ ನಡೆಯಿತು. ದೇವಾಲಯವನ್ನು ತಳಿರು ತೋರಣ, ಬಣ್ಣದ ಹೂವುಗಳಿಂದ ಅಲಂಕರಿಸಲಾಗಿತ್ತು. ಬೆಳಗ್ಗೆ ಗಣಪತಿ ಪೂಜೆ, ನವಗ್ರಹ ಹೋಮ, ಅಭಿಷೇಕ, ಮಹಾಮಂಗಳಾರತಿ ನೆರವೇರಿತು. ದೇವಿಗೆ ವಿಶೇಷ ಅಲಂಕಾರ ಮಾಡಲಾಗಿತ್ತು. ಕಳಸೋತ್ಸವ ಹಾಗೂ ಮೆರವಣಿಗೆ ಪಟ್ಟಣದ ಪ್ರಮುಖ ಬೀದಿಗಳಲ್ಲಿ ನಡೆಯಿತು. ಮಹಿಳೆಯರು ಪೂರ್ಣಕುಂಭ ಹೊತ್ತು ಸಾಗಿದರು. ಭಕ್ತರಿಗೆ ಅನ್ನಸಂತರ್ಪಣೆ ಏರ್ಪಡಿಸಲಾಗಿತ್ತು. ಸಂಜೆ ಸಾಂಸ್ಕೃತಿಕ ಕಾರ್ಯಕ್ರಮಗಳು ನಡೆದವು. xyxy=(466,1311,674,1578)
quote-mark-icon: ❝ xyxy=(876,1858,901,1908)
issue-date: ಬುಧವಾರ 23 ಏಪ್ರಿಲ್ 2025 xyxy=(1203,94,1448,121)
story2-col1: ತಿ.ನರಸೀಪುರ, ಏ.22– ಸಾಮಾಜಿಕ ಅಸಮಾನತೆ ಅಳಿಸಿ ಶೋಷಿತ ಸಮುದಾಯಗಳನ್ನು ಸಮಾಜದ ಮುಖ್ಯವಾಹಿನಿಗೆ ತರಲು ಸಂವಿಧಾನದ ಮೂಲಕ ಪ್ರಜಾಪ್ರಭುತ್ವ ವ್ಯವಸ್ಥೆ ಜಾರಿಗೆ ತಂದವರು ಡಾ.ಬಿ.ಆರ್.ಅಂಬೇಡ್ಕರ್ ಎಂದು ವಿಧಾನ ಪರಿಷತ್ ಸದಸ್ಯ ಡಾ.ಯತೀಂದ್ರ ತಿಳಿಸಿದರು. ತಾಲೂಕಿನ ಬನ್ನೂರು ಗ್ರಾಮದ ಸರ್ಕಾರಿ ಹಿರಿಯ ಪ್ರಾಥಮಿಕ ಶಾಲಾ ಆವರಣದಲ್ಲಿ ನಡೆದ ಅಂಬೇಡ್ಕರ್ ಜಯಂತ್ಯುತ್ಸವದಲ್ಲಿ ಅವರು ಮಾತನಾಡಿದರು. ದೇಶದಲ್ಲಿ ಜಾತಿ ವ್ಯವಸ್ಥೆ ಬೇರೂರಿದ್ದ ಕಾಲದಲ್ಲಿ ಎಲ್ಲರಿಗೂ ಸಮಾನ ಹಕ್ಕು ನೀಡುವ ಸಂವಿಧಾನ ರಚಿಸಿದ ಕೀರ್ತಿ ಅಂಬೇಡ್ಕರ್ ಅವರಿಗೆ ಸಲ್ಲುತ್ತದೆ. ಸಂವಿಧಾನ ಇಲ್ಲದಿದ್ದರೆ ಕೋಟ್ಯಂತರ ಜನರ ಬದುಕು ಕತ್ತಲಲ್ಲೇ ಉಳಿಯುತ್ತಿತ್ತು ಎಂದರು. xyxy=(774,293,1004,560)
story11-col3: ಮಾಡಿದ್ದು, ನಾಡಿನ ಜನತೆ ಅವರ ತತ್ವಾದರ್ಶಗಳನ್ನು ಪಾಲಿಸಬೇಕು. ಸಮಾಜದ ಮುಖಂಡರಾದ ಎಂ.ಶಿವಕುಮಾರ್, ಬಸವರಾಜಪ್ಪ, ಶಿವಪ್ರಸಾದ್, ಚಂದ್ರಶೇಖರ್, ಸೋಮಶೇಖರ್, ಮಹದೇವಪ್ಪ, ಲಿಂಗರಾಜು, ಗುರುಸ್ವಾಮಿ, ನಾಗೇಶ್, ಪರಶಿವಮೂರ್ತಿ ಸೇರಿದಂತೆ ಹಲವರು ಉಪಸ್ಥಿತರಿದ್ದರು. ಇದೇ ವೇಳೆ ಸಮಾಜದ ಸಾಧಕರನ್ನು ಸನ್ಮಾನಿಸಲಾಯಿತು. ವಿದ್ಯಾರ್ಥಿಗಳಿಗೆ ಪ್ರತಿಭಾ ಪುರಸ್ಕಾರ ನೀಡಲಾಯಿತು. xyxy=(541,2130,699,2358)
story3-headline: ಸಾರಿಗೆ ಬಸ್ ಡಿಕ್ಕಿ: ಪಾದಚಾರಿ ಸಾವು xyxy=(97,721,455,754)
story2-byline-2: ಸದಸ್ಯ ಡಾ.ಯತೀಂದ್ರ xyxy=(818,258,960,283)
story4-col2: ನೇತೃತ್ವದ ಬಿಜೆಪಿ ಸರ್ಕಾರ ದೇಶದ ಅಭಿವೃದ್ಧಿಗೆ ಅವಿರತ ಶ್ರಮಿಸುತ್ತಿದೆ. ಡಾ.ಬಿ.ಆರ್.ಅಂಬೇಡ್ಕರ್ ಅವರನ್ನು ಸ್ಮರಿಸುವ ಪಂಚತೀರ್ಥ ಯೋಜನೆಗಳನ್ನು ಜಾರಿಗೊಳಿಸುವ ಮೂಲಕ ಅವರನ್ನು ಗೌರವಿಸಿದೆ ಎಂದರು. ಸಮಾರಂಭದಲ್ಲಿ ಶಾಸಕ ಶ್ರೀವತ್ಸ, ಬಿಜೆಪಿ ಗ್ರಾಮಾಂತರ ಜಿಲ್ಲಾಧ್ಯಕ್ಷ ಎಲ್.ಆರ್.ಮಹದೇವಸ್ವಾಮಿ, ನಗರ ಅಧ್ಯಕ್ಷ ನಾಗೇಂದ್ರ, ಮಾಜಿ ಮೇಯರ್ ಶಿವಕುಮಾರ್, ಕಾರ್ಯದರ್ಶಿಗಳಾದ ಮಹೇಶ್, ಸೋಮಣ್ಣ, ಮುಖಂಡರಾದ ಕೃಷ್ಣಪ್ಪ, ಪ್ರಸನ್ನ ಸೇರಿದಂತೆ ಅನೇಕ ಕಾರ್ಯಕರ್ತರು ಉಪಸ್ಥಿತರಿದ್ದರು. ಕಾಂಗ್ರೆಸ್ ಸರ್ಕಾರದ ವಿರುದ್ಧ ಹೋರಾಟ ಮುಂದುವರಿಸಲಾಗುವುದು ಎಂದು ಮುಖಂಡರು ತಿಳಿಸಿದರು. ಸಮಾರಂಭದ ನಂತರ ಕಾರ್ಯಕರ್ತರ ಸಭೆ ನಡೆಯಿತು. xyxy=(1047,769,1255,1056)
story10-photo xyxy=(1068,1707,1448,1879)
story9-headline: ಯುವಕ ಆತ್ಮಹತ್ಯೆ xyxy=(1203,1446,1314,1470)
registration-dots-center xyxy=(717,2303,860,2320)
masthead-rule xyxy=(93,133,1448,136)
story8-photo xyxy=(681,1309,1061,1503)
story1-subhead: ಡಾ.ಬಾಬು ಜಗಜೀವನರಾಂ ಜಯಂತೋತ್ಸವದಲ್ಲಿ ಶಾಸಕ ದರ್ಶನ್ xyxy=(212,199,649,224)
story4-photo-caption: ಮಾಜಿ ಸಂಸದ ಎಸ್.ಮುನಿಸ್ವಾಮಿ ಮಾತನಾಡಿದರು. xyxy=(746,971,1040,991)
story10-text: ಕೆ.ಆರ್.ನಗರ, ಏ.22– ತಾಲೂಕಿನ ಕುಪ್ಪೆ ಗ್ರಾಮ ಪಂಚಾಯಿತಿ ಅಧ್ಯಕ್ಷರಾಗಿ ಶಾರದಮ್ಮ ಅವಿರೋಧವಾಗಿ ಆಯ್ಕೆಯಾದರು. ಈ ಹಿಂದಿನ ಅಧ್ಯಕ್ಷರ ರಾಜೀನಾಮೆಯಿಂದ ತೆರವಾಗಿದ್ದ ಸ್ಥಾನಕ್ಕೆ ಚುನಾವಣೆ ನಡೆಯಿತು. ಶಾರದಮ್ಮ ಒಬ್ಬರೇ ನಾಮಪತ್ರ ಸಲ್ಲಿಸಿದ್ದರಿಂದ ಅವರ ಆಯ್ಕೆಯನ್ನು ಅವಿರೋಧವಾಗಿ ಘೋಷಿಸಲಾಯಿತು. ಚುನಾವಣಾಧಿಕಾರಿ ಪ್ರಕ್ರಿಯೆ ನಡೆಸಿಕೊಟ್ಟರು. ಗ್ರಾಪಂ ಸದಸ್ಯರು, ಮುಖಂಡರು ನೂತನ ಅಧ್ಯಕ್ಷರನ್ನು ಅಭಿನಂದಿಸಿದರು. xyxy=(1068,1909,1262,2118)
story5-headline: ನಾಳೆ ಕೋಟೆಯಲ್ಲಿ ಉದ್ಯೋಗ ಮೇಳ xyxy=(1268,732,1443,782)
story14-text: ಹುಣಸೂರು, ಏ.22– ತಾಲೂಕಿನ ಬನ್ನಿಕುಪ್ಪೆ ಗ್ರಾಮದ ನಿವಾಸಿ ವೈರಮುಡಯ್ಯ (78) ಸೋಮವಾರ ರಾತ್ರಿ ನಿಧನರಾದರು. ಮೃತರು ಪತ್ನಿ, ಪುತ್ರ ಸೇರಿದಂತೆ ಅಪಾರ ಬಂಧುಬಳಗವನ್ನು ಅಗಲಿದ್ದಾರೆ. ಅಂತ್ಯಕ್ರಿಯೆ ಮಂಗಳವಾರ ಮಧ್ಯಾಹ್ನ ಸ್ವಗ್ರಾಮದ ಜಮೀನಿನಲ್ಲಿ ನೆರವೇರಿತು. xyxy=(1190,2308,1448,2362)
story2-quote-attr: – ಡಾ.ಯತೀಂದ್ರ, ವಿಧಾನ ಪರಿಷತ್ ಸದಸ್ಯ xyxy=(1018,518,1417,551)
